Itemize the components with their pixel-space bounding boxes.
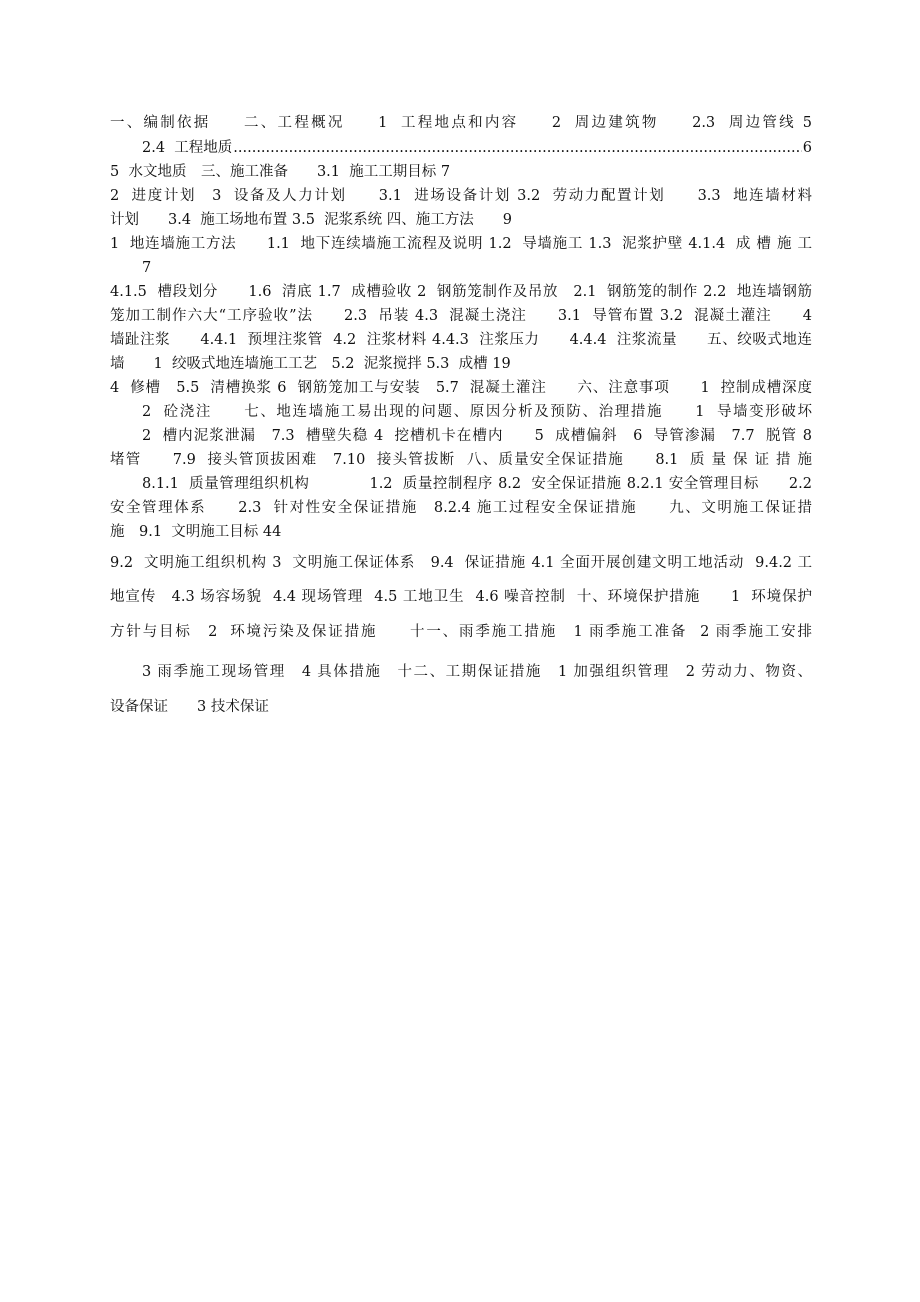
toc-line-23: 设备保证 3 技术保证	[110, 699, 269, 715]
toc-line-20: 地宣传 4.3 场容场貌 4.4 现场管理 4.5 工地卫生 4.6 噪音控制 十、环境保护措施 1 环境保护	[110, 589, 812, 605]
toc-line-2	[142, 136, 812, 160]
dot-leader	[233, 136, 801, 160]
toc-line-13: 2 砼浇注 七、地连墙施工易出现的问题、原因分析及预防、治理措施 1 导墙变形破坏	[142, 404, 812, 420]
toc-line-5: 计划 3.4 施工场地布置 3.5 泥浆系统 四、施工方法 9	[110, 212, 512, 228]
toc-line-8: 4.1.5 槽段划分 1.6 清底 1.7 成槽验收 2 钢筋笼制作及吊放 2.1 钢筋笼的制作 2.2 地连墙钢筋	[110, 284, 812, 300]
toc-page-number: 6	[802, 140, 812, 156]
toc-line-19: 9.2 文明施工组织机构 3 文明施工保证体系 9.4 保证措施 4.1 全面开展创建文明工地活动 9.4.2 工	[110, 555, 812, 571]
toc-line-6: 1 地连墙施工方法 1.1 地下连续墙施工流程及说明 1.2 导墙施工 1.3 泥浆护壁 4.1.4 成 槽 施 工	[110, 236, 812, 252]
toc-line-12: 4 修槽 5.5 清槽换浆 6 钢筋笼加工与安装 5.7 混凝土灌注 六、注意事项 1 控制成槽深度	[110, 380, 812, 396]
toc-line-17: 安全管理体系 2.3 针对性安全保证措施 8.2.4 施工过程安全保证措施 九、文明施工保证措	[110, 500, 812, 516]
toc-line-10: 墙趾注浆 4.4.1 预埋注浆管 4.2 注浆材料 4.4.3 注浆压力 4.4.4 注浆流量 五、绞吸式地连	[110, 332, 812, 348]
toc-line-9: 笼加工制作六大“工序验收”法 2.3 吊装 4.3 混凝土浇注 3.1 导管布置 3.2 混凝土灌注 4	[110, 308, 812, 324]
toc-line-16: 8.1.1 质量管理组织机构 1.2 质量控制程序 8.2 安全保证措施 8.2.1 安全管理目标 2.2	[142, 476, 812, 492]
toc-line-7: 7	[142, 260, 152, 276]
toc-entry-label: 2.4 工程地质	[142, 140, 233, 156]
toc-line-4: 2 进度计划 3 设备及人力计划 3.1 进场设备计划 3.2 劳动力配置计划 3.3 地连墙材料	[110, 188, 812, 204]
toc-line-14: 2 槽内泥浆泄漏 7.3 槽壁失稳 4 挖槽机卡在槽内 5 成槽偏斜 6 导管渗漏 7.7 脱管 8	[142, 428, 812, 444]
toc-line-18: 施 9.1 文明施工目标 44	[110, 524, 282, 540]
toc-line-21: 方针与目标 2 环境污染及保证措施 十一、雨季施工措施 1 雨季施工准备 2 雨季施工安排	[110, 624, 812, 640]
toc-line-22: 3 雨季施工现场管理 4 具体措施 十二、工期保证措施 1 加强组织管理 2 劳动力、物资、	[142, 664, 812, 680]
toc-line-15: 堵管 7.9 接头管顶拔困难 7.10 接头管拔断 八、质量安全保证措施 8.1 质 量 保 证 措 施	[110, 452, 812, 468]
toc-line-11: 墙 1 绞吸式地连墙施工工艺 5.2 泥浆搅拌 5.3 成槽 19	[110, 356, 511, 372]
toc-line-3: 5 水文地质 三、施工准备 3.1 施工工期目标 7	[110, 164, 451, 180]
toc-line-1: 一、编制依据 二、工程概况 1 工程地点和内容 2 周边建筑物 2.3 周边管线 5	[110, 115, 812, 131]
